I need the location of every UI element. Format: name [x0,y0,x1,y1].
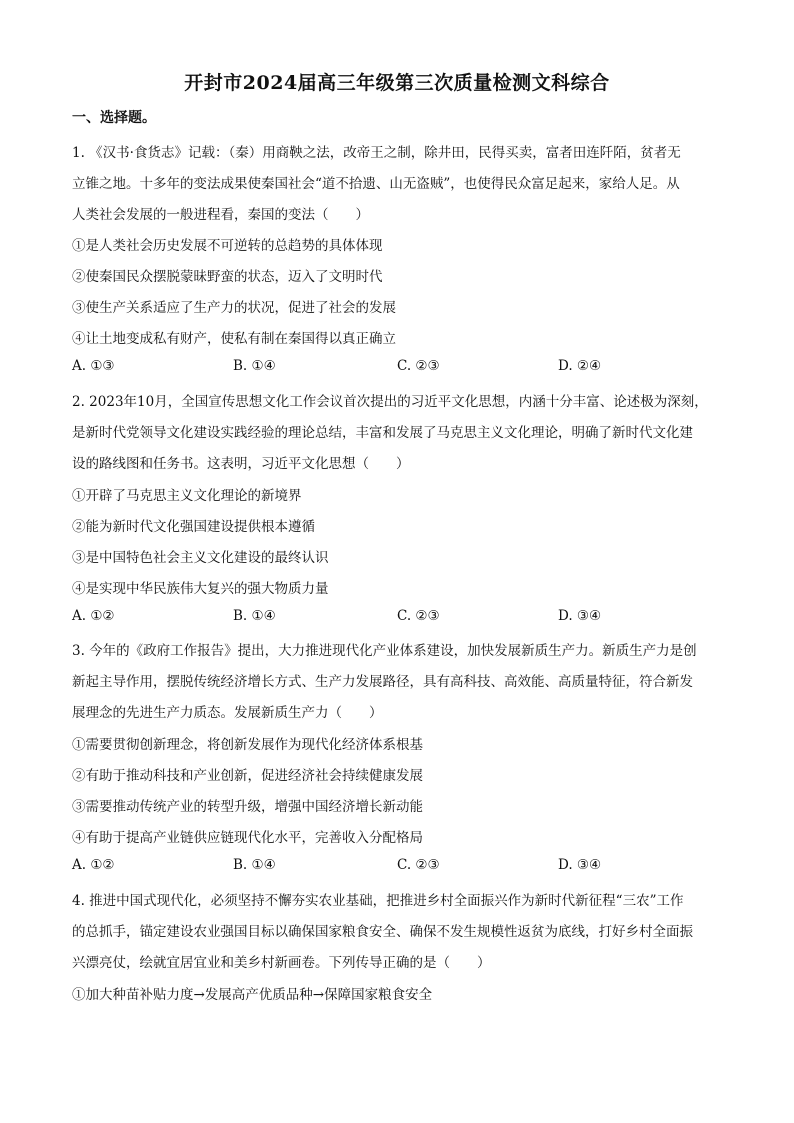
question-3-stem-line-2: 新起主导作用，摆脱传统经济增长方式、生产力发展路径，具有高科技、高效能、高质量特征，符合新发 [72,674,693,690]
question-2-item-4: ④是实现中华民族伟大复兴的强大物质力量 [72,581,329,597]
question-4-item-1: ①加大种苗补贴力度→发展高产优质品种→保障国家粮食安全 [72,987,433,1003]
question-3-stem-line-3: 展理念的先进生产力质态。发展新质生产力（ ） [72,705,383,721]
question-2-item-2: ②能为新时代文化强国建设提供根本遵循 [72,519,315,535]
question-2-stem-line-2: 是新时代党领导文化建设实践经验的理论总结，丰富和发展了马克思主义文化理论，明确了新时代文化建 [72,425,693,441]
question-1-item-2: ②使秦国民众摆脱蒙昧野蛮的状态，迈入了文明时代 [72,269,383,285]
question-2-stem-line-1: 2. 2023年10月，全国宣传思想文化工作会议首次提出的习近平文化思想，内涵十分丰富、论述极为深刻， [72,394,708,410]
option-d: D. ②④ [558,358,602,374]
option-a: A. ①② [72,857,115,873]
question-1-stem-line-1: 1. 《汉书·食货志》记载：（秦）用商鞅之法，改帝王之制，除井田，民得买卖，富者田连阡陌，贫者无 [72,145,681,161]
question-1-item-1: ①是人类社会历史发展不可逆转的总趋势的具体体现 [72,238,383,254]
question-3-item-3: ③需要推动传统产业的转型升级，增强中国经济增长新动能 [72,799,423,815]
question-4-stem-line-2: 的总抓手，锚定建设农业强国目标以确保国家粮食安全、确保不发生规模性返贫为底线，打好乡村全面振 [72,924,693,940]
option-a: A. ①② [72,608,115,624]
question-4-stem-line-1: 4. 推进中国式现代化，必须坚持不懈夯实农业基础，把推进乡村全面振兴作为新时代新征程“三农”工作 [72,893,684,909]
question-1-stem-line-2: 立锥之地。十多年的变法成果使秦国社会“道不拾遗、山无盗贼”，也使得民众富足起来，家给人足。从 [72,176,680,192]
option-b: B. ①④ [233,358,276,374]
question-4-stem-line-3: 兴漂亮仗，绘就宜居宜业和美乡村新画卷。下列传导正确的是（ ） [72,955,491,971]
question-1-item-4: ④让土地变成私有财产，使私有制在秦国得以真正确立 [72,331,396,347]
option-c: C. ②③ [397,857,440,873]
question-3-item-1: ①需要贯彻创新理念，将创新发展作为现代化经济体系根基 [72,737,423,753]
option-c: C. ②③ [397,358,440,374]
question-2-item-3: ③是中国特色社会主义文化建设的最终认识 [72,550,329,566]
question-3-stem-line-1: 3. 今年的《政府工作报告》提出，大力推进现代化产业体系建设，加快发展新质生产力。新质生产力是创 [72,643,697,659]
question-3-item-2: ②有助于推动科技和产业创新，促进经济社会持续健康发展 [72,768,423,784]
option-c: C. ②③ [397,608,440,624]
option-b: B. ①④ [233,857,276,873]
question-3-item-4: ④有助于提高产业链供应链现代化水平，完善收入分配格局 [72,830,423,846]
question-1-stem-line-3: 人类社会发展的一般进程看，秦国的变法（ ） [72,207,369,223]
question-2-stem-line-3: 设的路线图和任务书。这表明，习近平文化思想（ ） [72,456,410,472]
option-a: A. ①③ [72,358,115,374]
option-d: D. ③④ [558,608,602,624]
question-1-item-3: ③使生产关系适应了生产力的状况，促进了社会的发展 [72,300,396,316]
question-2-item-1: ①开辟了马克思主义文化理论的新境界 [72,488,302,504]
section-heading: 一、选择题。 [72,110,156,126]
option-b: B. ①④ [233,608,276,624]
option-d: D. ③④ [558,857,602,873]
document-title: 开封市2024届高三年级第三次质量检测文科综合 [184,72,610,94]
